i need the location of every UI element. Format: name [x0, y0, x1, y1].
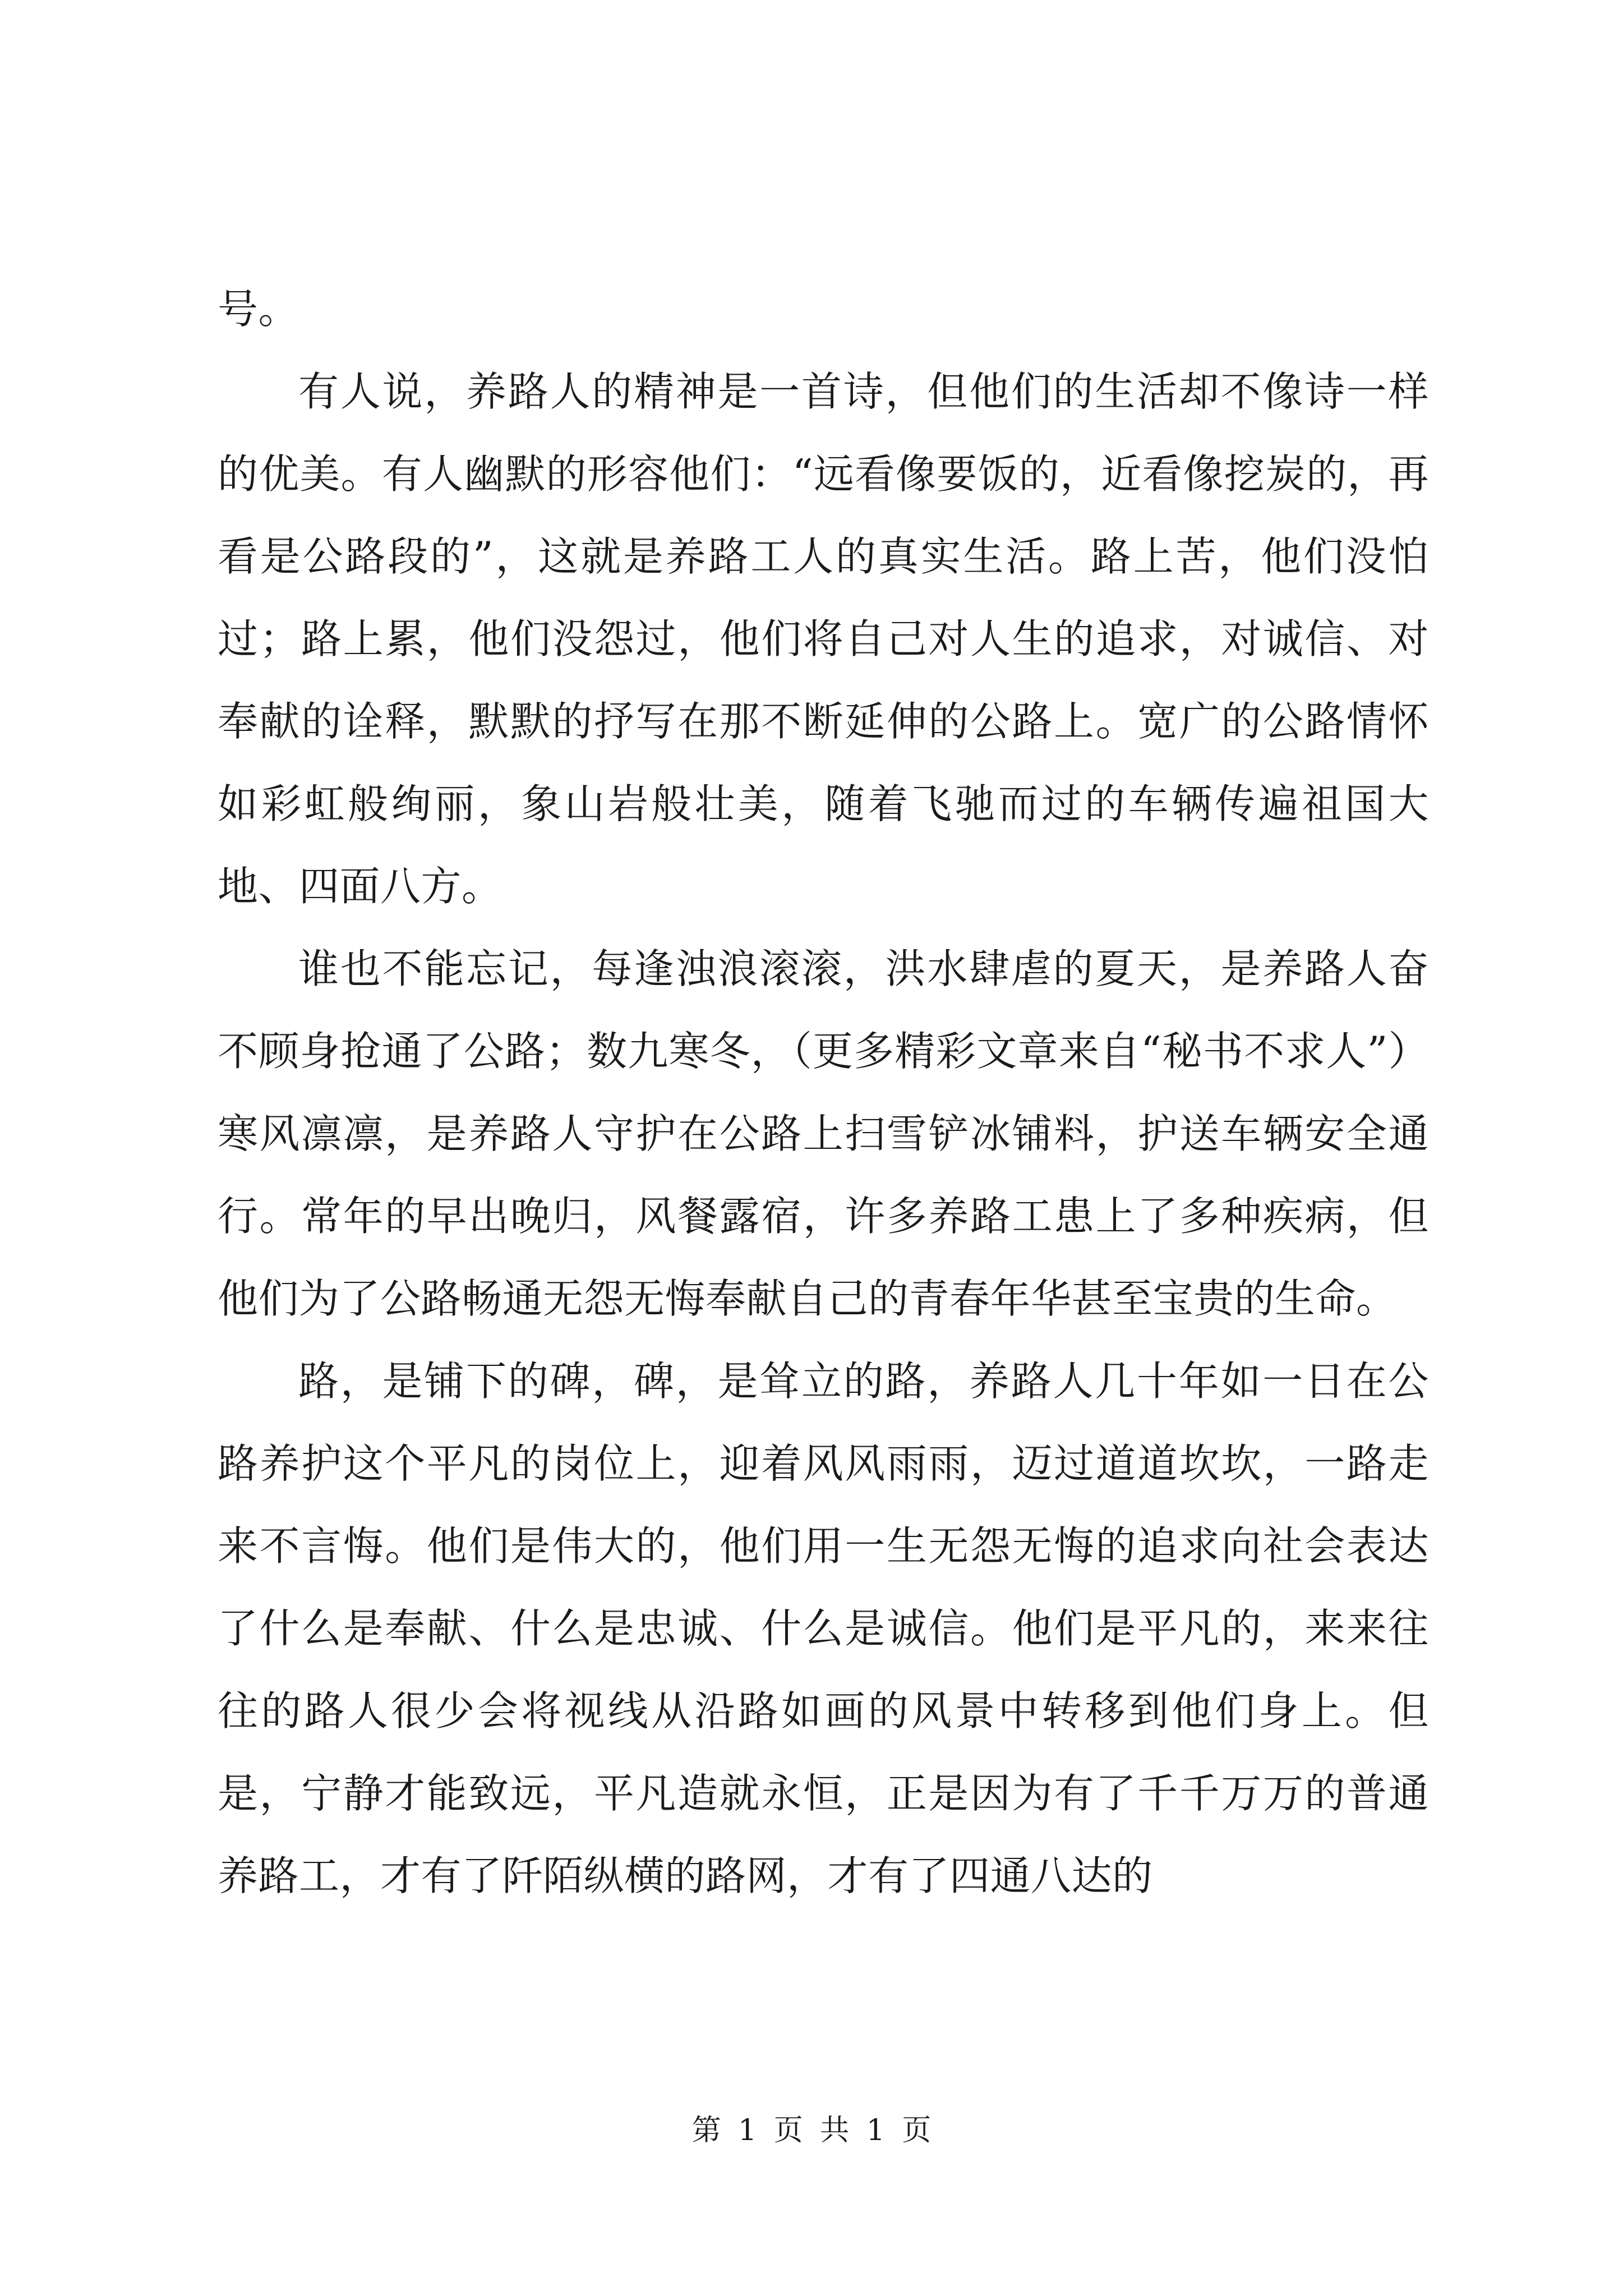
document-body	[218, 268, 1429, 1917]
paragraph-monument: 路，是铺下的碑，碑，是耸立的路，养路人几十年如一日在公路养护这个平凡的岗位上，迎着风风雨雨，迈过道道坎坎，一路走来不言悔。他们是伟大的，他们用一生无怨无悔的追求向社会表达了什么是奉献、什么是忠诚、什么是诚信。他们是平凡的，来来往往的路人很少会将视线从沿路如画的风景中转移到他们身上。但是，宁静才能致远，平凡造就永恒，正是因为有了千千万万的普通养路工，才有了阡陌纵横的路网，才有了四通八达的	[218, 1358, 1429, 1899]
page-number-footer: 第 1 页 共 1 页	[691, 2114, 932, 2147]
paragraph-continuation: 号。	[218, 286, 299, 333]
paragraph-poem: 有人说，养路人的精神是一首诗，但他们的生活却不像诗一样的优美。有人幽默的形容他们：“远看像要饭的，近看像挖炭的，再看是公路段的”，这就是养路工人的真实生活。路上苦，他们没怕过；路上累，他们没怨过，他们将自己对人生的追求，对诚信、对奉献的诠释，默默的抒写在那不断延伸的公路上。宽广的公路情怀如彩虹般绚丽，象山岩般壮美，随着飞驰而过的车辆传遍祖国大地、四面八方。	[218, 368, 1429, 910]
paragraph-seasons: 谁也不能忘记，每逢浊浪滚滚，洪水肆虐的夏天，是养路人奋不顾身抢通了公路；数九寒冬，（更多精彩文章来自“秘书不求人”）寒风凛凛，是养路人守护在公路上扫雪铲冰铺料，护送车辆安全通行。常年的早出晚归，风餐露宿，许多养路工患上了多种疾病，但他们为了公路畅通无怨无悔奉献自己的青春年华甚至宝贵的生命。	[218, 945, 1429, 1322]
